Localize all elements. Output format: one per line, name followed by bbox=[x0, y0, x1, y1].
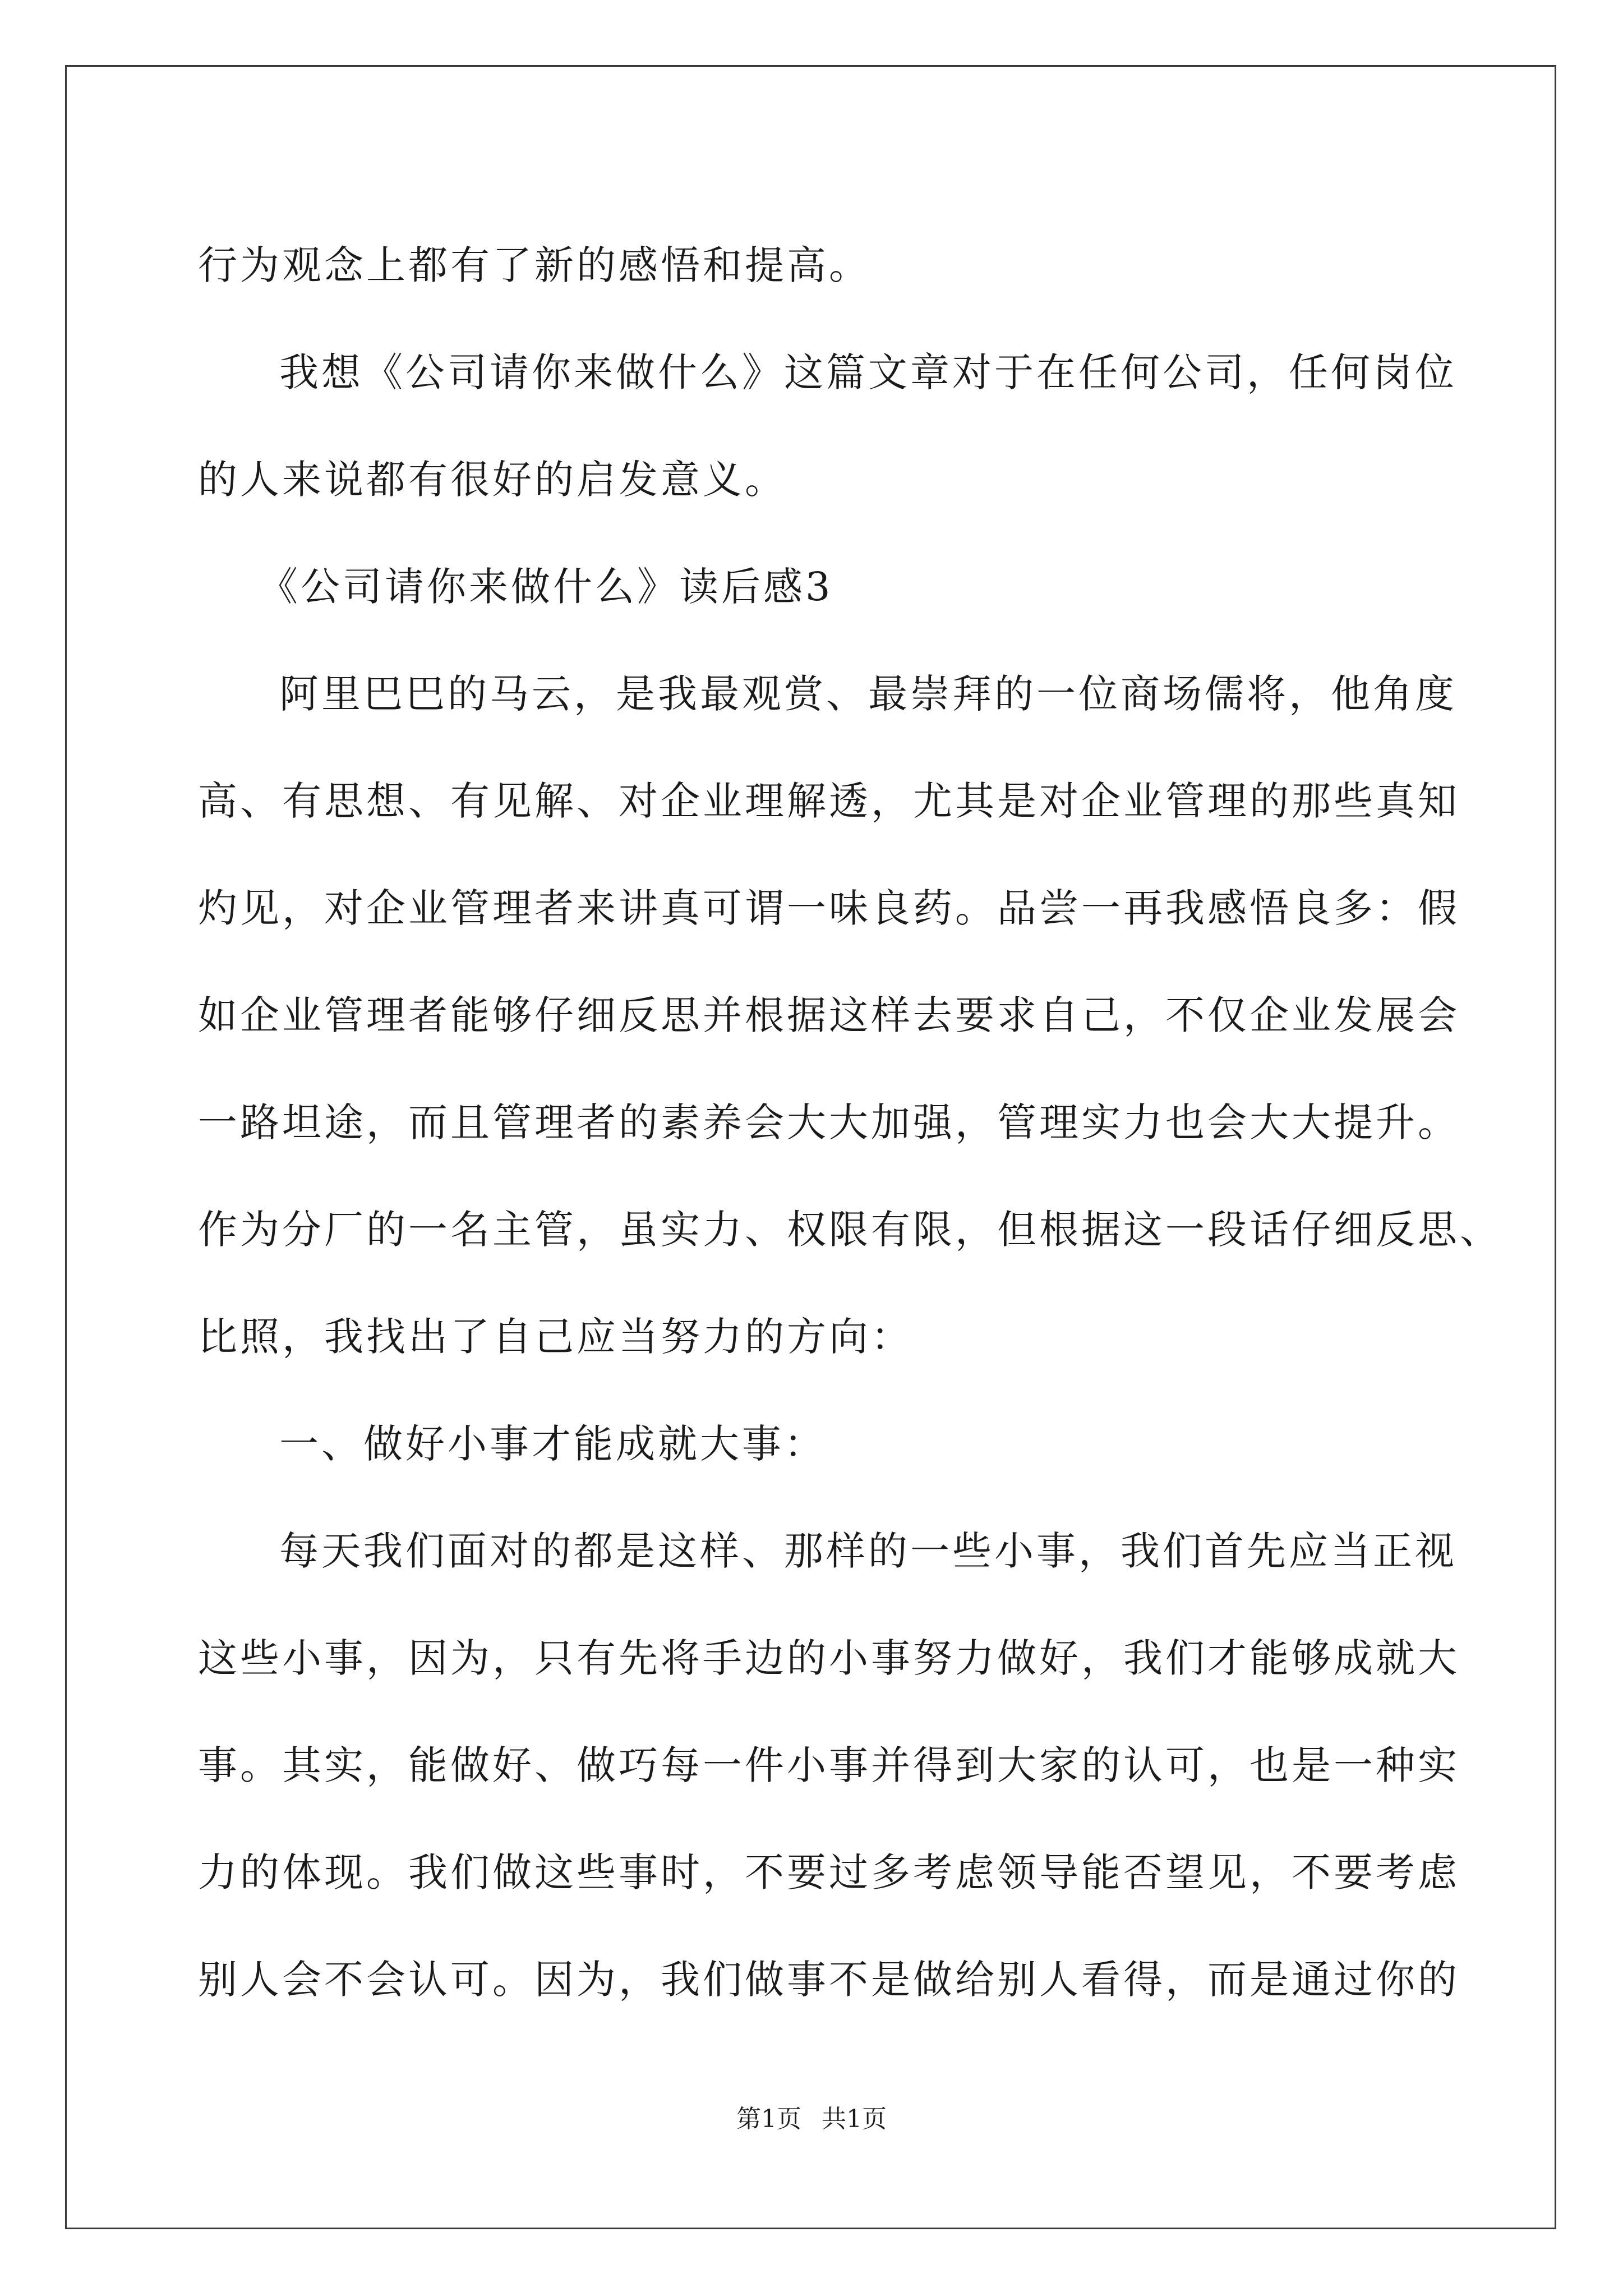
text-line: 别人会不会认可。因为，我们做事不是做给别人看得，而是通过你的 bbox=[198, 1957, 1460, 2003]
page-number-current: 第1页 bbox=[736, 2105, 801, 2133]
paragraph-start: 每天我们面对的都是这样、那样的一些小事，我们首先应当正视 bbox=[279, 1528, 1457, 1574]
text-line: 高、有思想、有见解、对企业理解透，尤其是对企业管理的那些真知 bbox=[198, 778, 1460, 824]
text-line: 力的体现。我们做这些事时，不要过多考虑领导能否望见，不要考虑 bbox=[198, 1849, 1460, 1895]
document-body bbox=[198, 212, 1502, 2033]
text-line: 的人来说都有很好的启发意义。 bbox=[198, 457, 787, 503]
text-line: 如企业管理者能够仔细反思并根据这样去要求自己，不仅企业发展会 bbox=[198, 992, 1460, 1038]
paragraph-start: 我想《公司请你来做什么》这篇文章对于在任何公司，任何岗位 bbox=[279, 349, 1457, 395]
paragraph-start: 阿里巴巴的马云，是我最观赏、最崇拜的一位商场儒将，他角度 bbox=[279, 671, 1457, 717]
page-number-total: 共1页 bbox=[822, 2105, 887, 2133]
page-footer bbox=[0, 2102, 1623, 2136]
text-line: 行为观念上都有了新的感悟和提高。 bbox=[198, 242, 871, 288]
section-heading: 《公司请你来做什么》读后感3 bbox=[259, 564, 833, 610]
text-line: 一路坦途，而且管理者的素养会大大加强，管理实力也会大大提升。 bbox=[198, 1099, 1460, 1145]
text-line: 灼见，对企业管理者来讲真可谓一味良药。品尝一再我感悟良多：假 bbox=[198, 885, 1460, 931]
text-line: 比照，我找出了自己应当努力的方向： bbox=[198, 1314, 913, 1360]
text-line: 事。其实，能做好、做巧每一件小事并得到大家的认可，也是一种实 bbox=[198, 1742, 1460, 1788]
subheading: 一、做好小事才能成就大事： bbox=[279, 1421, 826, 1467]
text-line: 这些小事，因为，只有先将手边的小事努力做好，我们才能够成就大 bbox=[198, 1635, 1460, 1681]
text-line: 作为分厂的一名主管，虽实力、权限有限，但根据这一段话仔细反思、 bbox=[198, 1207, 1502, 1253]
